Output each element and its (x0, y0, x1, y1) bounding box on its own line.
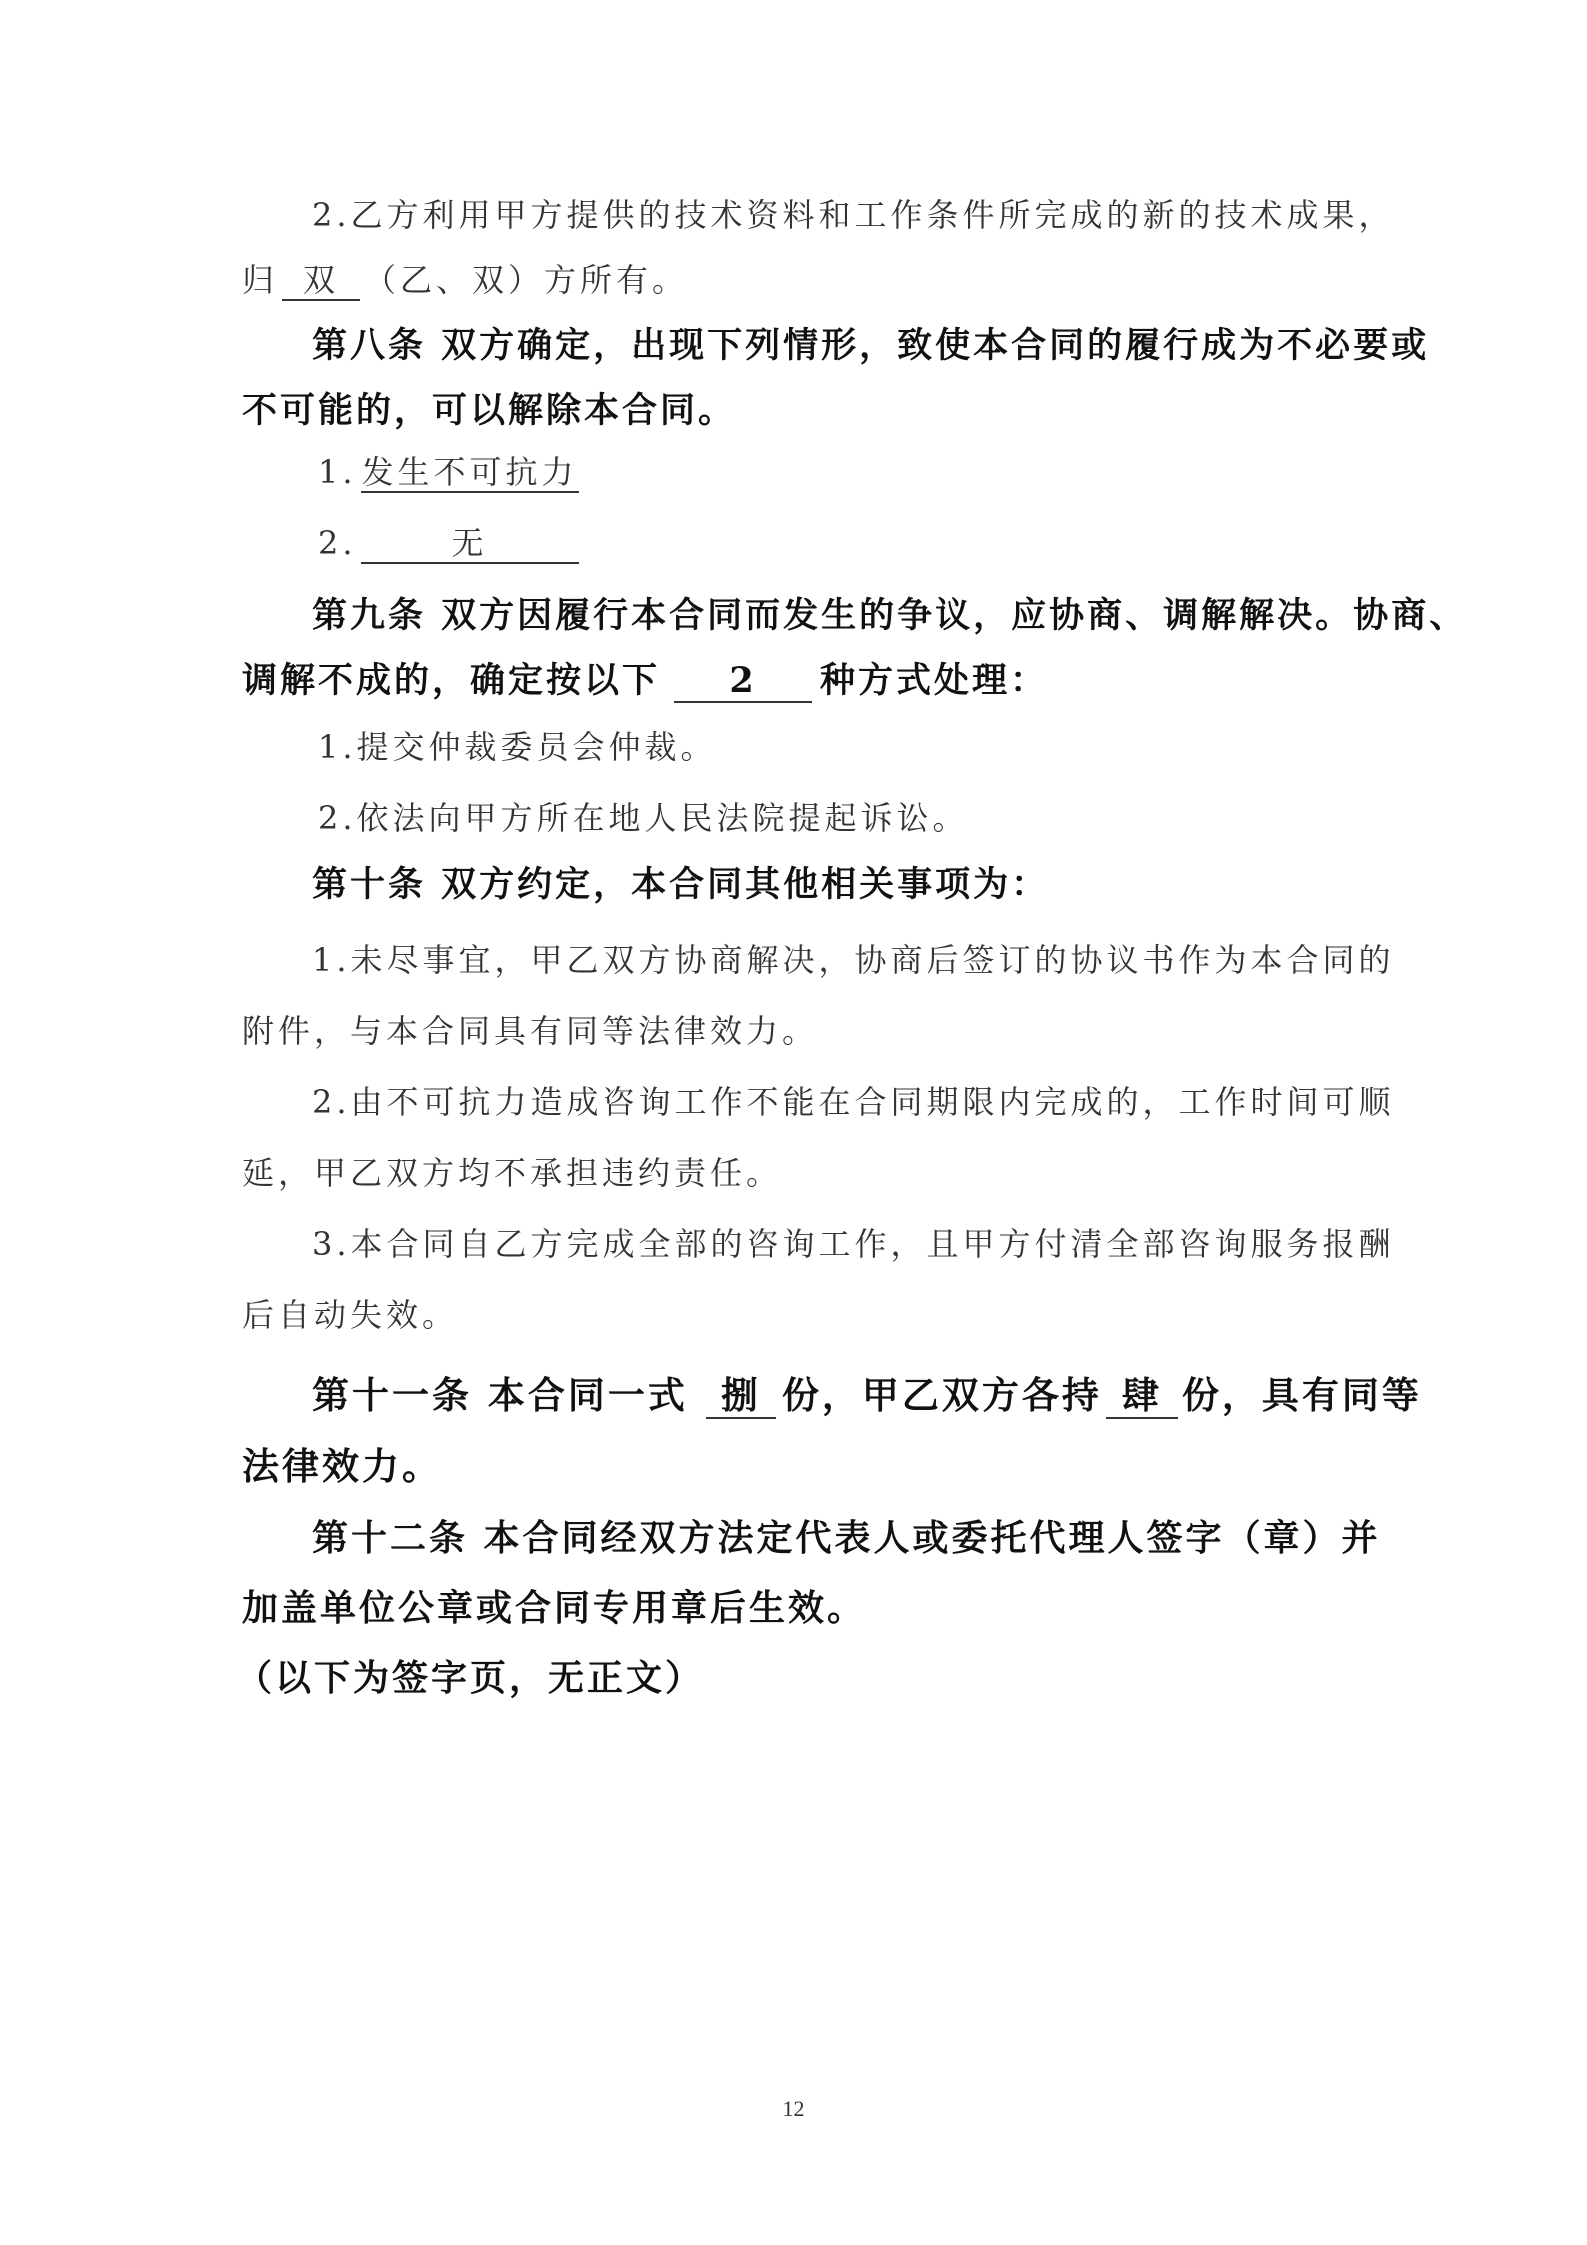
clause11-middle: 份，甲乙双方各持 (781, 1373, 1102, 1417)
clause11-each-blank: 肆 (1106, 1374, 1178, 1419)
clause8-heading-line2: 不可能的，可以解除本合同。 (242, 390, 737, 431)
page-number: 12 (782, 2096, 805, 2121)
clause9-suffix: 种方式处理： (820, 660, 1049, 701)
clause10-heading: 第十条 双方约定，本合同其他相关事项为： (312, 864, 1050, 905)
clause7-item2-line2 (242, 255, 688, 301)
clause7-item2-prefix: 归 (242, 261, 279, 299)
clause11-line1 (312, 1365, 1422, 1419)
clause7-item2-blank: 双 (282, 262, 360, 301)
clause8-item1-blank: 发生不可抗力 (361, 453, 578, 491)
clause8-item1-number: 1. (318, 453, 357, 491)
clause11-copies-blank: 捌 (706, 1374, 776, 1419)
clause10-item3-line2: 后自动失效。 (242, 1296, 459, 1334)
clause10-item3-line1: 3.本合同自乙方完成全部的咨询工作，且甲方付清全部咨询服务报酬 (312, 1225, 1395, 1263)
clause9-method-blank: 2 (674, 661, 812, 703)
clause9-heading-line1: 第九条 双方因履行本合同而发生的争议，应协商、调解解决。协商、 (312, 595, 1468, 636)
clause9-item2: 2.依法向甲方所在地人民法院提起诉讼。 (318, 799, 969, 837)
clause9-item1: 1.提交仲裁委员会仲裁。 (318, 728, 717, 766)
clause8-item2 (318, 524, 579, 564)
clause7-item2-line1: 2.乙方利用甲方提供的技术资料和工作条件所完成的新的技术成果， (312, 196, 1395, 234)
clause10-item2-line1: 2.由不可抗力造成咨询工作不能在合同期限内完成的，工作时间可顺 (312, 1083, 1395, 1121)
clause8-heading-line1: 第八条 双方确定，出现下列情形，致使本合同的履行成为不必要或 (312, 325, 1430, 366)
clause10-item2-line2: 延，甲乙双方均不承担违约责任。 (242, 1154, 783, 1192)
clause12-line2: 加盖单位公章或合同专用章后生效。 (242, 1587, 867, 1629)
clause9-prefix: 调解不成的，确定按以下 (242, 660, 661, 701)
closing-note: （以下为签字页，无正文） (236, 1657, 705, 1699)
clause8-item1 (318, 453, 579, 493)
clause10-item1-line1: 1.未尽事宜，甲乙双方协商解决，协商后签订的协议书作为本合同的 (312, 941, 1395, 979)
clause11-suffix: 份，具有同等 (1181, 1373, 1422, 1417)
clause8-item2-number: 2. (318, 524, 357, 562)
clause11-prefix: 第十一条 本合同一式 (312, 1373, 688, 1417)
clause12-line1: 第十二条 本合同经双方法定代表人或委托代理人签字（章）并 (312, 1517, 1381, 1559)
clause7-item2-suffix: （乙、双）方所有。 (364, 261, 689, 299)
clause11-line2: 法律效力。 (242, 1444, 442, 1488)
clause8-item2-blank: 无 (361, 525, 579, 564)
clause10-item1-line2: 附件，与本合同具有同等法律效力。 (242, 1012, 819, 1050)
clause9-heading-line2 (242, 653, 1048, 703)
